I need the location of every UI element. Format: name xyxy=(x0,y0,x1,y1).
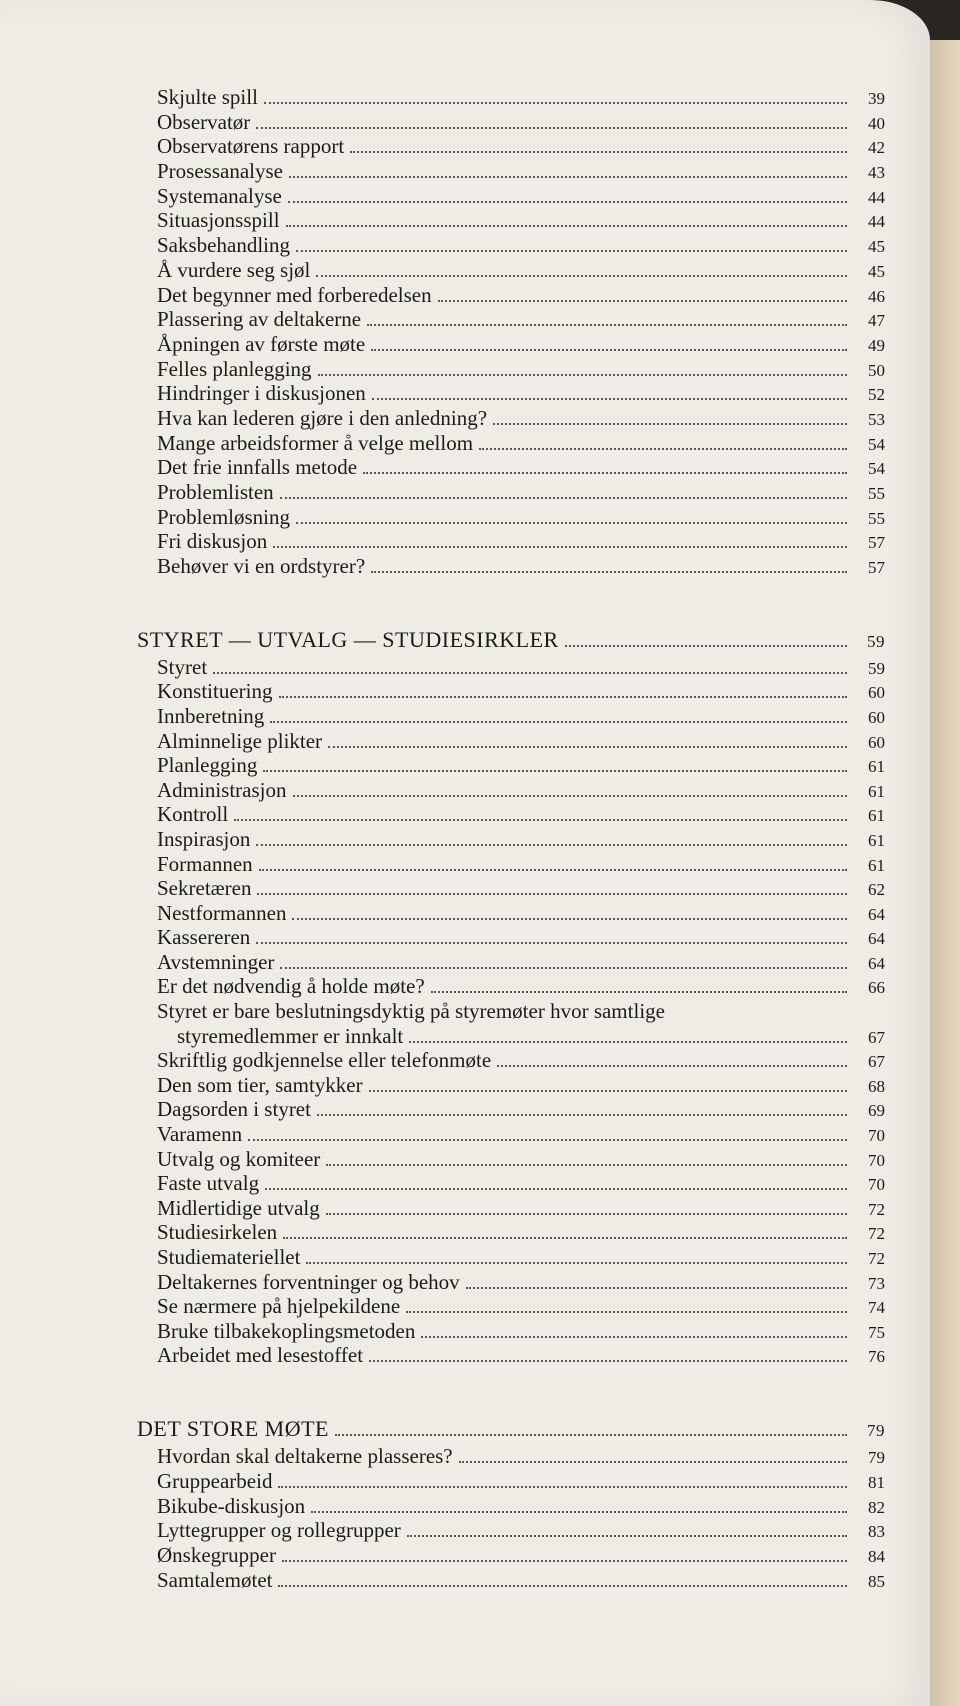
dot-leader xyxy=(256,127,847,129)
toc-entry-label: Styret er bare beslutningsdyktig på styremøter hvor samtlige xyxy=(157,999,665,1024)
table-of-contents xyxy=(137,85,885,1641)
dot-leader xyxy=(350,151,847,153)
dot-leader xyxy=(263,770,847,772)
toc-entry-label: Avstemninger xyxy=(157,949,275,974)
toc-entry-label: Sekretæren xyxy=(157,876,252,901)
dot-leader xyxy=(286,225,847,227)
toc-entry-page: 66 xyxy=(868,978,885,998)
toc-entry-page: 64 xyxy=(868,953,885,973)
toc-entry-label: Saksbehandling xyxy=(157,233,290,258)
toc-entry[interactable] xyxy=(157,778,885,803)
toc-entry-label: Mange arbeidsformer å velge mellom xyxy=(157,430,474,455)
toc-entry-label: Innberetning xyxy=(157,703,265,728)
dot-leader xyxy=(466,1287,847,1289)
toc-entry-page: 79 xyxy=(868,1447,885,1467)
toc-entry-page: 49 xyxy=(868,335,885,355)
toc-entry-label: Utvalg og komiteer xyxy=(157,1146,321,1171)
toc-entry-label: Studiemateriellet xyxy=(157,1245,301,1269)
toc-entry-label: Styret xyxy=(157,654,208,679)
toc-entry[interactable] xyxy=(157,307,885,332)
toc-entry[interactable] xyxy=(157,406,885,431)
toc-entry-page: 82 xyxy=(868,1497,885,1517)
toc-entry[interactable] xyxy=(157,480,885,505)
toc-entry-page: 47 xyxy=(868,311,885,331)
toc-section xyxy=(137,1415,885,1593)
toc-entry[interactable] xyxy=(157,1543,885,1568)
toc-entry-page: 69 xyxy=(868,1101,885,1121)
toc-entry-page: 45 xyxy=(868,261,885,281)
dot-leader xyxy=(256,942,847,944)
toc-entry-label: Er det nødvendig å holde møte? xyxy=(157,974,425,999)
dot-leader xyxy=(311,1511,847,1513)
toc-entry-label: Åpningen av første møte xyxy=(157,331,366,356)
toc-entry-label: Felles planlegging xyxy=(157,356,312,381)
toc-entry[interactable] xyxy=(157,876,885,901)
dot-leader xyxy=(273,546,847,548)
toc-entry-page: 45 xyxy=(868,237,885,257)
toc-entry-label: Systemanalyse xyxy=(157,183,282,208)
toc-entry-page: 57 xyxy=(868,558,885,578)
dot-leader xyxy=(438,300,847,302)
toc-entry-label: Inspirasjon xyxy=(157,826,251,851)
toc-entry-label: Alminnelige plikter xyxy=(157,728,323,753)
dot-leader xyxy=(278,1585,847,1587)
toc-entry-page: 70 xyxy=(868,1126,885,1146)
toc-entry-label: Plassering av deltakerne xyxy=(157,307,362,332)
toc-entry[interactable] xyxy=(157,233,885,258)
toc-entry-label: Kassereren xyxy=(157,925,251,950)
toc-entry[interactable] xyxy=(157,827,885,852)
toc-entry-label: Formannen xyxy=(157,851,253,876)
dot-leader xyxy=(293,795,848,797)
toc-entry[interactable] xyxy=(157,208,885,233)
toc-entry-page: 59 xyxy=(868,658,885,678)
toc-entry[interactable] xyxy=(157,1048,885,1073)
toc-entry-page: 62 xyxy=(868,880,885,900)
dot-leader xyxy=(296,522,847,524)
dot-leader xyxy=(328,746,847,748)
toc-entry[interactable] xyxy=(157,1245,885,1270)
toc-entry-page: 60 xyxy=(868,683,885,703)
toc-entry-page: 54 xyxy=(868,434,885,454)
dot-leader xyxy=(317,1114,847,1116)
toc-entry[interactable] xyxy=(157,184,885,209)
toc-entry-label: Midlertidige utvalg xyxy=(157,1195,320,1220)
toc-entry[interactable] xyxy=(157,431,885,456)
toc-entry[interactable] xyxy=(157,852,885,877)
toc-entry[interactable] xyxy=(157,505,885,530)
dot-leader xyxy=(283,1237,847,1239)
toc-entry[interactable] xyxy=(157,85,885,110)
toc-entry-page: 72 xyxy=(868,1224,885,1244)
toc-entry[interactable] xyxy=(157,332,885,357)
section-heading-page: 79 xyxy=(867,1420,885,1440)
toc-entry-page: 43 xyxy=(868,163,885,183)
dot-leader xyxy=(278,1486,847,1488)
dot-leader xyxy=(371,571,847,573)
dot-leader xyxy=(363,472,847,474)
toc-entry-label: Observatørens rapport xyxy=(157,134,345,159)
toc-entry-label: Problemlisten xyxy=(157,480,274,504)
dot-leader xyxy=(292,918,847,920)
toc-entry-page: 61 xyxy=(868,806,885,826)
toc-entry[interactable] xyxy=(157,1319,885,1344)
toc-entry[interactable] xyxy=(157,704,885,729)
dot-leader xyxy=(280,967,847,969)
toc-entry-page: 64 xyxy=(868,904,885,924)
toc-entry[interactable] xyxy=(157,1196,885,1221)
toc-entry[interactable] xyxy=(157,802,885,827)
dot-leader xyxy=(421,1336,847,1338)
toc-entry[interactable] xyxy=(157,357,885,382)
toc-entry-page: 67 xyxy=(868,1052,885,1072)
toc-entry-label: Nestformannen xyxy=(157,900,287,925)
dot-leader xyxy=(289,176,847,178)
toc-entry-page: 50 xyxy=(868,360,885,380)
toc-entry-label: Hindringer i diskusjonen xyxy=(157,381,366,406)
toc-entry-page: 75 xyxy=(868,1322,885,1342)
toc-entry-page: 60 xyxy=(868,732,885,752)
toc-entry-label: Det frie innfalls metode xyxy=(157,455,358,480)
dot-leader xyxy=(326,1213,847,1215)
toc-entry[interactable] xyxy=(157,110,885,135)
toc-entry-page: 55 xyxy=(868,484,885,503)
toc-entry-label: Deltakernes forventninger og behov xyxy=(157,1269,460,1294)
toc-entry-page: 54 xyxy=(868,459,885,479)
toc-entry[interactable] xyxy=(157,1518,885,1543)
dot-leader xyxy=(335,1434,847,1436)
dot-leader xyxy=(279,696,848,698)
toc-entry[interactable] xyxy=(157,925,885,950)
dot-leader xyxy=(493,423,847,425)
toc-entry-page: 44 xyxy=(868,187,885,207)
toc-entry[interactable] xyxy=(157,1494,885,1519)
toc-entry-page: 52 xyxy=(868,385,885,405)
section-heading[interactable] xyxy=(137,1416,885,1444)
toc-entry[interactable] xyxy=(157,258,885,283)
dot-leader xyxy=(256,844,847,846)
toc-entry[interactable] xyxy=(157,1220,885,1245)
dot-leader xyxy=(296,250,847,252)
dot-leader xyxy=(371,349,847,351)
toc-entry-label: Administrasjon xyxy=(157,777,287,802)
toc-entry[interactable] xyxy=(157,529,885,554)
dot-leader xyxy=(248,1139,847,1141)
toc-entry-label-continued: styremedlemmer er innkalt xyxy=(177,1023,404,1048)
toc-entry-page: 61 xyxy=(868,757,885,777)
toc-entry-label: Skriftlig godkjennelse eller telefonmøte xyxy=(157,1048,492,1073)
dot-leader xyxy=(326,1164,847,1166)
toc-entry-label: Arbeidet med lesestoffet xyxy=(157,1343,364,1368)
toc-entry[interactable] xyxy=(157,729,885,754)
toc-entry[interactable] xyxy=(157,1568,885,1593)
toc-entry-label: Samtalemøtet xyxy=(157,1567,273,1592)
toc-entry[interactable] xyxy=(157,283,885,308)
toc-entry-label: Observatør xyxy=(157,109,251,134)
toc-entry[interactable] xyxy=(157,381,885,406)
toc-entry-page: 67 xyxy=(868,1027,885,1047)
toc-entry[interactable] xyxy=(157,753,885,778)
dot-leader xyxy=(372,398,847,400)
toc-entry[interactable] xyxy=(157,134,885,159)
toc-entry-label: Planlegging xyxy=(157,753,258,778)
toc-entry-page: 70 xyxy=(868,1175,885,1195)
toc-entry-page: 76 xyxy=(868,1347,885,1367)
toc-entry-label: Å vurdere seg sjøl xyxy=(157,257,311,282)
toc-entry-label: Hvordan skal deltakerne plasseres? xyxy=(157,1443,453,1468)
dot-leader xyxy=(459,1461,847,1463)
dot-leader xyxy=(565,645,847,647)
toc-entry[interactable] xyxy=(157,1097,885,1122)
toc-entry-page: 42 xyxy=(868,138,885,158)
toc-entry[interactable] xyxy=(157,950,885,975)
toc-entry-label: Gruppearbeid xyxy=(157,1468,273,1493)
section-heading-label: STYRET — UTVALG — STUDIESIRKLER xyxy=(137,626,559,652)
dot-leader xyxy=(288,201,847,203)
toc-entry-label: Skjulte spill xyxy=(157,85,258,109)
toc-entry-label: Ønskegrupper xyxy=(157,1543,276,1568)
dot-leader xyxy=(270,721,847,723)
toc-entry[interactable] xyxy=(157,1171,885,1196)
toc-entry[interactable] xyxy=(157,974,885,999)
toc-entry-page: 39 xyxy=(868,89,885,108)
toc-entry-label: Fri diskusjon xyxy=(157,529,268,554)
dot-leader xyxy=(280,497,847,499)
toc-entry-label: Bikube-diskusjon xyxy=(157,1493,306,1518)
toc-entry-label: Faste utvalg xyxy=(157,1171,260,1196)
toc-entry-label: Lyttegrupper og rollegrupper xyxy=(157,1518,401,1543)
section-heading-page: 59 xyxy=(867,631,885,651)
toc-entry-label: Studiesirkelen xyxy=(157,1220,278,1245)
toc-entry[interactable] xyxy=(157,1343,885,1368)
dot-leader xyxy=(265,1188,847,1190)
toc-entry-page: 68 xyxy=(868,1076,885,1096)
toc-entry-page: 83 xyxy=(868,1522,885,1542)
toc-entry-label: Det begynner med forberedelsen xyxy=(157,282,432,307)
toc-entry[interactable] xyxy=(157,1294,885,1319)
toc-entry-page: 72 xyxy=(868,1249,885,1268)
toc-entry[interactable] xyxy=(177,1024,885,1049)
toc-section xyxy=(137,626,885,1368)
toc-entry-page: 55 xyxy=(868,508,885,528)
toc-entry-page: 64 xyxy=(868,929,885,949)
toc-entry-page: 46 xyxy=(868,286,885,306)
dot-leader xyxy=(431,991,847,993)
toc-entry-page: 70 xyxy=(868,1150,885,1170)
toc-entry[interactable] xyxy=(157,655,885,680)
toc-entry-page: 81 xyxy=(868,1472,885,1492)
toc-entry-page: 61 xyxy=(868,855,885,875)
dot-leader xyxy=(282,1560,847,1562)
toc-entry[interactable] xyxy=(157,455,885,480)
dot-leader xyxy=(367,324,847,326)
toc-entry[interactable] xyxy=(157,1469,885,1494)
toc-entry[interactable] xyxy=(157,1147,885,1172)
dot-leader xyxy=(369,1090,847,1092)
toc-entry-page: 60 xyxy=(868,707,885,727)
toc-entry[interactable] xyxy=(157,1122,885,1147)
toc-entry[interactable] xyxy=(157,159,885,184)
toc-entry-label: Behøver vi en ordstyrer? xyxy=(157,554,366,579)
toc-entry-page: 53 xyxy=(868,409,885,429)
dot-leader xyxy=(234,819,847,821)
section-heading-label: DET STORE MØTE xyxy=(137,1415,329,1441)
toc-entry-label: Konstituering xyxy=(157,679,273,704)
toc-entry-label: Prosessanalyse xyxy=(157,159,283,184)
toc-entry[interactable] xyxy=(157,554,885,579)
toc-section xyxy=(145,85,885,579)
toc-entry-label: Bruke tilbakekoplingsmetoden xyxy=(157,1318,416,1343)
dot-leader xyxy=(316,275,847,277)
toc-entry[interactable] xyxy=(157,1073,885,1098)
toc-entry-line[interactable] xyxy=(157,999,885,1024)
toc-entry-page: 73 xyxy=(868,1273,885,1293)
toc-entry-label: Se nærmere på hjelpekildene xyxy=(157,1294,401,1319)
dot-leader xyxy=(306,1262,847,1264)
toc-entry-label: Varamenn xyxy=(157,1122,243,1147)
toc-entry-page: 85 xyxy=(868,1571,885,1591)
dot-leader xyxy=(318,374,847,376)
dot-leader xyxy=(264,102,847,104)
toc-entry-page: 40 xyxy=(868,113,885,133)
toc-entry-page: 72 xyxy=(868,1199,885,1219)
dot-leader xyxy=(497,1065,847,1067)
dot-leader xyxy=(406,1311,847,1313)
dot-leader xyxy=(407,1535,847,1537)
dot-leader xyxy=(369,1360,847,1362)
section-heading[interactable] xyxy=(137,627,885,655)
toc-entry[interactable] xyxy=(157,901,885,926)
toc-entry[interactable] xyxy=(157,679,885,704)
dot-leader xyxy=(259,869,847,871)
toc-entry-page: 57 xyxy=(868,533,885,553)
toc-entry-label: Situasjonsspill xyxy=(157,208,280,233)
toc-entry[interactable] xyxy=(157,1444,885,1469)
toc-entry-page: 74 xyxy=(868,1298,885,1318)
toc-entry-label: Kontroll xyxy=(157,802,229,827)
dot-leader xyxy=(257,893,847,895)
dot-leader xyxy=(479,448,847,450)
toc-entry-label: Den som tier, samtykker xyxy=(157,1072,363,1097)
toc-entry-label: Dagsorden i styret xyxy=(157,1097,311,1122)
toc-entry-label: Problemløsning xyxy=(157,504,291,529)
dot-leader xyxy=(409,1041,847,1043)
toc-entry-page: 84 xyxy=(868,1547,885,1567)
toc-entry-label: Hva kan lederen gjøre i den anledning? xyxy=(157,405,488,430)
toc-entry-page: 61 xyxy=(868,781,885,801)
toc-entry[interactable] xyxy=(157,1270,885,1295)
toc-entry-page: 44 xyxy=(868,212,885,232)
dot-leader xyxy=(213,672,847,674)
toc-entry-page: 61 xyxy=(868,830,885,850)
